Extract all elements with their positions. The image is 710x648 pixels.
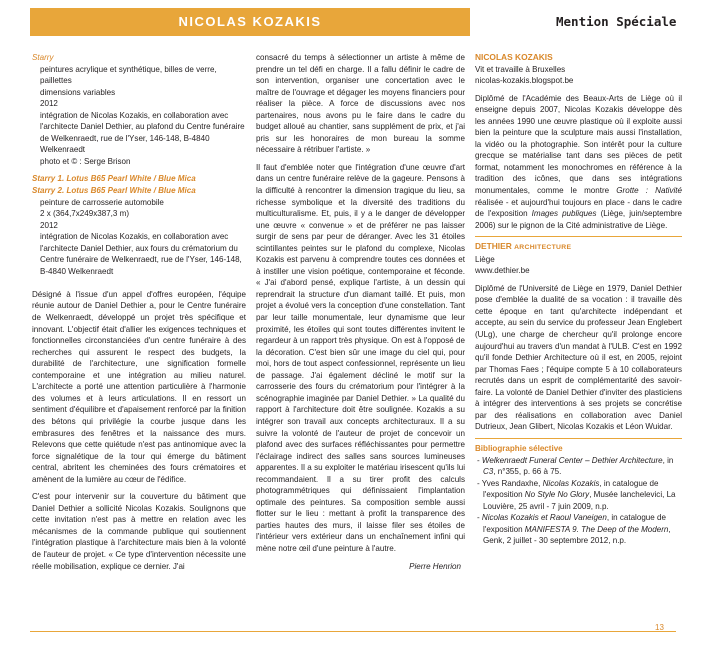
bibliography-item: - Yves Randaxhe, Nicolas Kozakis, in catalogue de l'exposition No Style No Glory, Musée Ianchelevici, La Louvière, 25 avril - 7 juin 2009, n.p.: [477, 478, 676, 511]
page-number: 13: [655, 623, 664, 632]
work-detail: intégration de Nicolas Kozakis, en collaboration avec l'architecte Daniel Dethier, aux fours du crématorium du Centre funéraire de Welkenraedt, rue de l'Yser, 146-148, B-4840 Welkenraedt: [40, 232, 242, 276]
footer-rule: [30, 631, 676, 632]
author-signature: Pierre Henrion: [409, 561, 461, 571]
body-paragraph: Désigné à l'issue d'un appel d'offres européen, l'équipe réunie autour de Daniel Dethier a, pour le Centre funéraire de Welkenraedt, développé un projet très spécifique et innovant. L'objectif était d'allier les exigences techniques et fonctionnelles circonstanciées d'un centre funéraire à des recherches qui assurent le respect des budgets, la durabilité de l'architecture, une signification formelle contemporaine et une intégration au milieu naturel. L'architecte a porté une attention particulière à l'harmonie des volumes et à leurs articulations. Il en ressort un sentiment d'équilibre et d'apaisement renforcé par la finition des bétons qui privilégie la courbe jusque dans les embrasures des fenêtres et la naissance des murs. Relevons que cette quiétude n'est pas antinomique avec la force signalétique de la tour qui émerge du bâtiment central, abritent les cheminées des fours crématoires et amènent de la lumière au cœur de l'édifice.: [32, 289, 246, 484]
work-detail: 2 x (364,7x249x387,3 m): [40, 209, 130, 219]
column-2: [256, 52, 465, 572]
work-detail: 2012: [40, 220, 58, 230]
work-detail: 2012: [40, 99, 58, 109]
work-title: Starry 2. Lotus B65 Pearl White / Blue Mica: [32, 186, 196, 196]
column-3: [475, 52, 682, 547]
artist-bio: Diplômé de l'Académie des Beaux-Arts de Liège où il enseigne depuis 2007, Nicolas Kozakis développe dès les années 1990 une œuvre plastique où il exploite aussi bien la peinture que la sculpture mais aussi l'installation, la vidéo ou la photographie. Son intérêt pour la culture grecque se matérialise tant dans ses pièces de petit format, notamment les monochromes en référence à la tradition des icônes, que dans ses intégrations monumentales, comme le montre Grotte : Nativité réalisée - et aujourd'hui toujours en place - dans le cadre de l'exposition Images publiques (Liège, juin/septembre 2006) sur le pignon de la Cité administrative de Liège.: [475, 93, 683, 230]
bibliography-title: Bibliographie sélective: [475, 443, 563, 453]
section-divider: [475, 438, 682, 439]
work-detail: intégration de Nicolas Kozakis, en collaboration avec l'architecte Daniel Dethier, au plafond du Centre funéraire de Welkenraedt, rue de l'Yser, 146-148, B-4840 Welkenraedt: [40, 110, 245, 155]
architect-bio: Diplômé de l'Université de Liège en 1979, Daniel Dethier pose d'emblée la dualité de sa vocation : il travaille dès cette époque en tant qu'architecte indépendant et accepte, au sein du service du professeur Jean Englebert (ULg), une charge de chercheur qu'il prolonge encore aujourd'hui au travers d'un mandat à l'ULB. C'est en 1992 qu'il fonde Dethier Architecture où il est, en 2005, rejoint par Thomas Faes ; l'équipe compte 5 à 10 collaborateurs recrutés dans un esprit de complémentarité des savoir-faire. La volonté de Daniel Dethier d'inviter des plasticiens à intégrer des interventions à ses projets se concrétise par des réalisations en collaboration avec Daniel Dutrieux, Jean Glibert, Nicolas Kozakis et Léon Wuidar.: [475, 283, 682, 432]
work-detail: dimensions variables: [40, 87, 116, 97]
artist-website: nicolas-kozakis.blogspot.be: [475, 76, 574, 86]
work-title: Starry 1. Lotus B65 Pearl White / Blue Mica: [32, 174, 196, 184]
photo-credit: photo et © : Serge Brison: [40, 156, 131, 166]
artist-name-banner: NICOLAS KOZAKIS: [30, 8, 470, 36]
column-1: [32, 52, 246, 572]
body-paragraph: consacré du temps à sélectionner un artiste à même de prendre un tel défi en charge. Il a fallu définir le cadre de son intervention, organiser une concertation avec le maître de l'ouvrage et dégager les moyens financiers pour réaliser la pièce. A force de discussions avec nos partenaires, nous avons pu le faire dans le cadre du budget alloué au chantier, sans supplément de prix, et j'ai pris sur les honoraires de mon bureau la somme nécessaire à rétribuer l'artiste. »: [256, 53, 465, 155]
body-paragraph: Il faut d'emblée noter que l'intégration d'une œuvre d'art dans un centre funéraire relève de la gageure. Pensons à la difficulté à rencontrer la dimension tragique du lieu, sa richesse symbolique et la diversité des traditions du multiculturalisme. Et, puis, il y a le danger de développer une œuvre « convenue » et de préférer ne pas laisser surgir de sens par peur de déranger. Avec les 31 étoiles scintillantes peintes sur le plafond du complexe, Nicolas Kozakis est parvenu à comprendre toutes ces données et à instiller une vision poétique, contemporaine et féconde. « J'ai d'abord pensé, explique l'artiste, à un dessin qui reprendrait la structure d'un diamant taillé. Et puis, mon projet a évolué vers la conception d'une constellation. Tant par leur taille monumentale, leur dynamisme que leur proximité, les étoiles qui sont toutes différentes invitent le regardeur à un rapport très physique. On est à l'opposé de la décoration. C'est bien sûr une image du ciel qui, pour moi, hors de tout aspect confessionnel, représente un lieu de passage. J'ai également décliné le motif sur la carrosserie des fours du crématorium pour l'intégrer à la scénographie imaginée par Daniel Dethier. » La qualité du rapport à l'architecture doit être soulignée. Kozakis a su intégrer son travail aux concepts architecturaux. Il a su suivre la volonté de l'auteur de projet de concevoir un plafond avec des surfaces réfléchissantes pour permettre l'éclairage indirect des salles sans sources lumineuses apparentes. Il a su exploiter le matériau irisescent qu'ils lui recommandaient. Il a su tirer profit des calculs photogrammétriques qui définissaient l'implantation optimale des peintures. Sa composition semble aussi flotter sur le lieu : mettant à profit la transparence des parties hautes des murs, il laisse filer ses étoiles de l'intérieur vers extérieur dans un enchaînement infini qui mène notre œil d'une peinture à l'autre.: [256, 162, 465, 553]
architect-website: www.dethier.be: [475, 266, 530, 276]
bibliography-item: - Nicolas Kozakis et Raoul Vaneigen, in catalogue de l'exposition MANIFESTA 9. The Deep of the Modern, Genk, 2 juillet - 30 septembre 2012, n.p.: [477, 513, 671, 546]
work-detail: peinture de carrosserie automobile: [40, 197, 164, 207]
section-divider: [475, 236, 682, 237]
work-title: Starry: [32, 53, 54, 62]
work-detail: peintures acrylique et synthétique, billes de verre, paillettes: [40, 64, 217, 86]
architect-info: Liège: [475, 254, 495, 264]
artist-info: Vit et travaille à Bruxelles: [475, 64, 566, 74]
page-header: [0, 0, 710, 46]
body-paragraph: C'est pour intervenir sur la couverture du bâtiment que Daniel Dethier a sollicité Nicolas Kozakis. Soulignons que cette invitation n'est pas à mettre en relation avec les mécanismes de la commande publique qui soutiennent l'intégration plastique à l'architecture mais bien à la volonté de l'auteur de projet. « Ce type d'intervention nécessite une réelle mobilisation, explique ce dernier. J'ai: [32, 492, 246, 571]
section-label: Mention Spéciale: [556, 14, 677, 29]
bibliography-item: - Welkenraedt Funeral Center – Dethier Architecture, in C3, n°355, p. 66 à 75.: [477, 455, 674, 477]
artist-heading: NICOLAS KOZAKIS: [475, 52, 553, 62]
architect-heading: DETHIER ARCHITECTURE: [475, 241, 572, 252]
